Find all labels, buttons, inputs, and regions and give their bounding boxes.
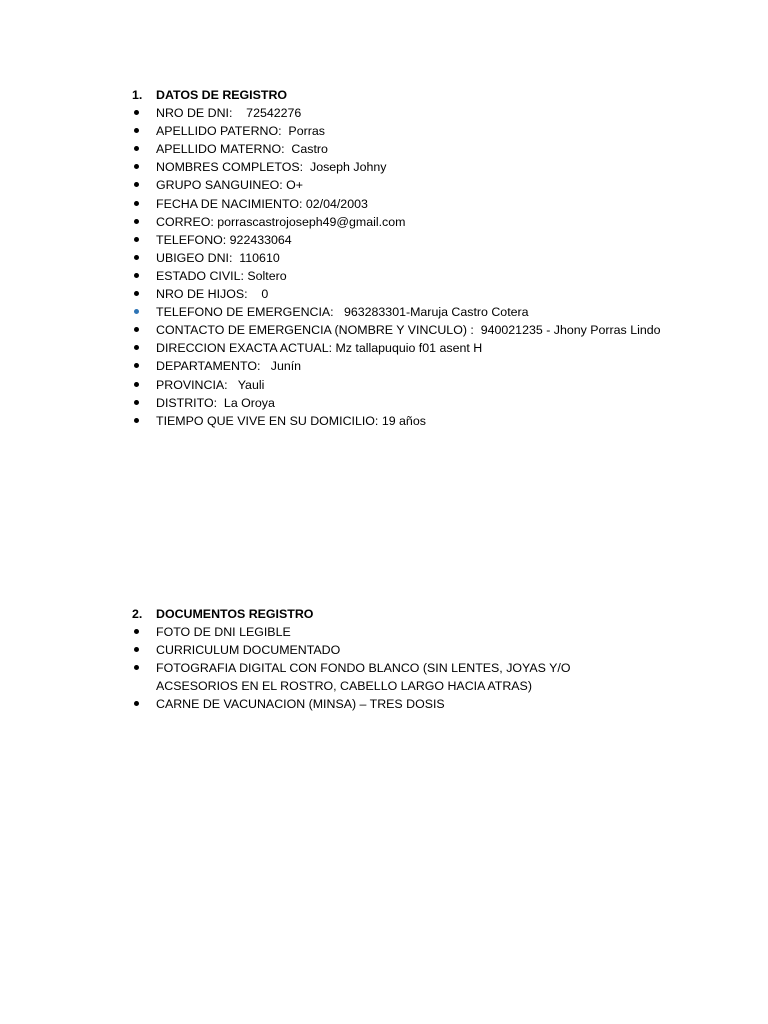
section-title: DOCUMENTOS REGISTRO [156,607,314,621]
list-item-carne-vacunacion: CARNE DE VACUNACION (MINSA) – TRES DOSIS [156,697,445,712]
list-item-curriculum: CURRICULUM DOCUMENTADO [156,643,341,658]
section-datos-de-registro [132,86,692,430]
list-item-estado-civil: ESTADO CIVIL: Soltero [156,268,287,283]
list-item-dni: NRO DE DNI: 72542276 [156,106,302,121]
section-number: 1. [132,88,143,102]
list-item-foto-dni: FOTO DE DNI LEGIBLE [156,625,291,640]
section-heading [132,86,692,104]
list-item-fecha-nacimiento: FECHA DE NACIMIENTO: 02/04/2003 [156,196,368,211]
list-item-distrito: DISTRITO: La Oroya [156,395,275,410]
list-item-direccion: DIRECCION EXACTA ACTUAL: Mz tallapuquio f01 asent H [156,341,483,356]
section-title: DATOS DE REGISTRO [156,88,288,102]
list-item-telefono: TELEFONO: 922433064 [156,232,292,247]
section-documentos-registro [132,605,692,714]
list-item-ubigeo: UBIGEO DNI: 110610 [156,250,280,265]
list-item-nro-hijos: NRO DE HIJOS: 0 [156,287,269,302]
section-number: 2. [132,607,143,621]
list-item-provincia: PROVINCIA: Yauli [156,377,265,392]
section-heading [132,605,692,623]
list-item-telefono-emergencia: TELEFONO DE EMERGENCIA: 963283301-Maruja Castro Cotera [156,305,529,320]
list-item-departamento: DEPARTAMENTO: Junín [156,359,302,374]
list-item-nombres: NOMBRES COMPLETOS: Joseph Johny [156,160,387,175]
list-item-correo: CORREO: porrascastrojoseph49@gmail.com [156,214,406,229]
list-item-fotografia: FOTOGRAFIA DIGITAL CON FONDO BLANCO (SIN LENTES, JOYAS Y/O ACSESORIOS EN EL ROSTRO, CABELLO LARGO HACIA ATRAS) [156,661,574,694]
list-item-apellido-materno: APELLIDO MATERNO: Castro [156,142,328,157]
list-item-contacto-emergencia: CONTACTO DE EMERGENCIA (NOMBRE Y VINCULO) : 940021235 - Jhony Porras Lindo [156,323,661,338]
list-item-apellido-paterno: APELLIDO PATERNO: Porras [156,124,325,139]
list-item-grupo-sanguineo: GRUPO SANGUINEO: O+ [156,178,303,193]
list-item-tiempo-domicilio: TIEMPO QUE VIVE EN SU DOMICILIO: 19 años [156,413,426,428]
